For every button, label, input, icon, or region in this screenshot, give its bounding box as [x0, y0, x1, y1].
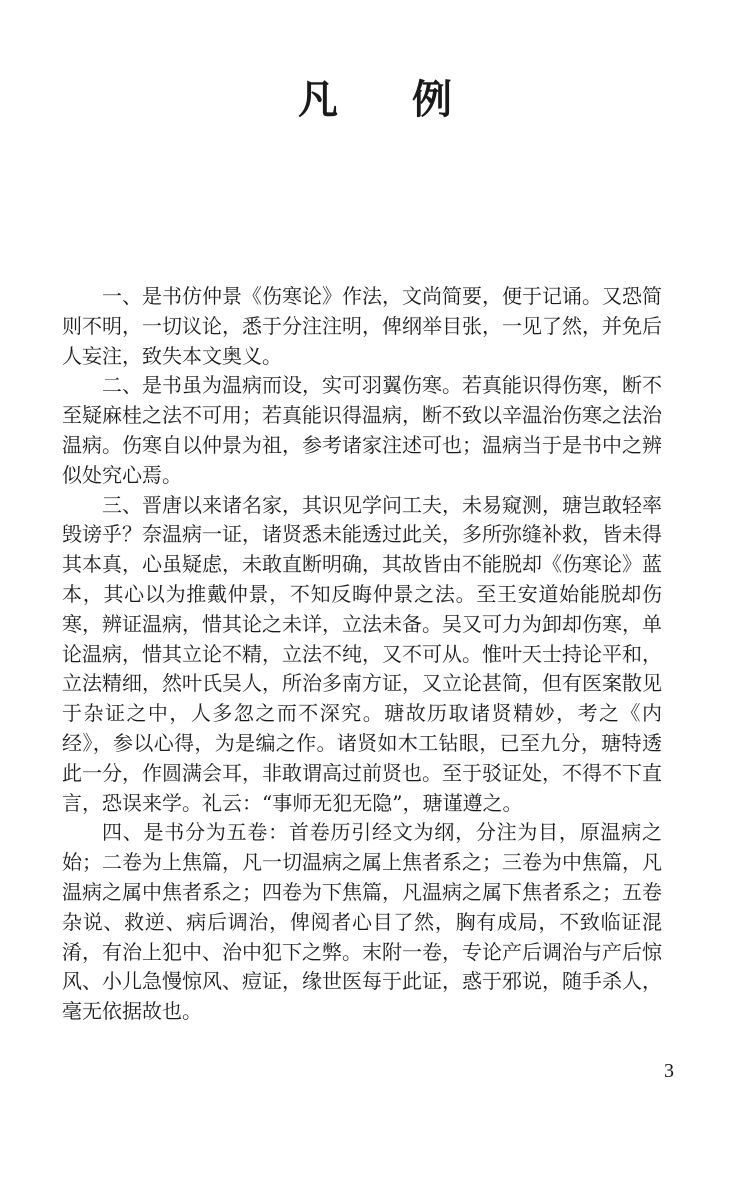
- page-number: 3: [664, 1060, 674, 1082]
- paragraph-2: 二、是书虽为温病而设，实可羽翼伤寒。若真能识得伤寒，断不至疑麻桂之法不可用；若真能识得温病，断不致以辛温治伤寒之法治温病。伤寒自以仲景为祖，参考诸家注述可也；温病当于是书中之辨似处究心焉。: [62, 373, 662, 487]
- paragraph-4: 四、是书分为五卷：首卷历引经文为纲，分注为目，原温病之始；二卷为上焦篇，凡一切温病之属上焦者系之；三卷为中焦篇，凡温病之属中焦者系之；四卷为下焦篇，凡温病之属下焦者系之；五卷杂说、救逆、病后调治，俾阅者心目了然，胸有成局，不致临证混淆，有治上犯中、治中犯下之弊。末附一卷，专论产后调治与产后惊风、小儿急慢惊风、痘证，缘世医每于此证，惑于邪说，随手杀人，毫无依据故也。: [62, 820, 662, 1024]
- paragraph-1: 一、是书仿仲景《伤寒论》作法，文尚简要，便于记诵。又恐简则不明，一切议论，悉于分注注明，俾纲举目张，一见了然，并免后人妄注，致失本文奥义。: [62, 284, 662, 368]
- page-title: 凡 例: [298, 76, 482, 123]
- paragraph-3: 三、晋唐以来诸名家，其识见学问工夫，未易窥测，瑭岂敢轻率毁谤乎？奈温病一证，诸贤悉未能透过此关，多所弥缝补救，皆未得其本真，心虽疑虑，未敢直断明确，其故皆由不能脱却《伤寒论》蓝本，其心以为推戴仲景，不知反晦仲景之法。至王安道始能脱却伤寒，辨证温病，惜其论之未详，立法未备。吴又可力为卸却伤寒，单论温病，惜其立论不精，立法不纯，又不可从。惟叶天士持论平和，立法精细，然叶氏吴人，所治多南方证，又立论甚简，但有医案散见于杂证之中，人多忽之而不深究。瑭故历取诸贤精妙，考之《内经》，参以心得，为是编之作。诸贤如木工钻眼，已至九分，瑭特透此一分，作圆满会耳，非敢谓高过前贤也。至于驳证处，不得不下直言，恐误来学。礼云：“事师无犯无隐”，瑭谨遵之。: [62, 492, 662, 815]
- body-text: [62, 282, 662, 1027]
